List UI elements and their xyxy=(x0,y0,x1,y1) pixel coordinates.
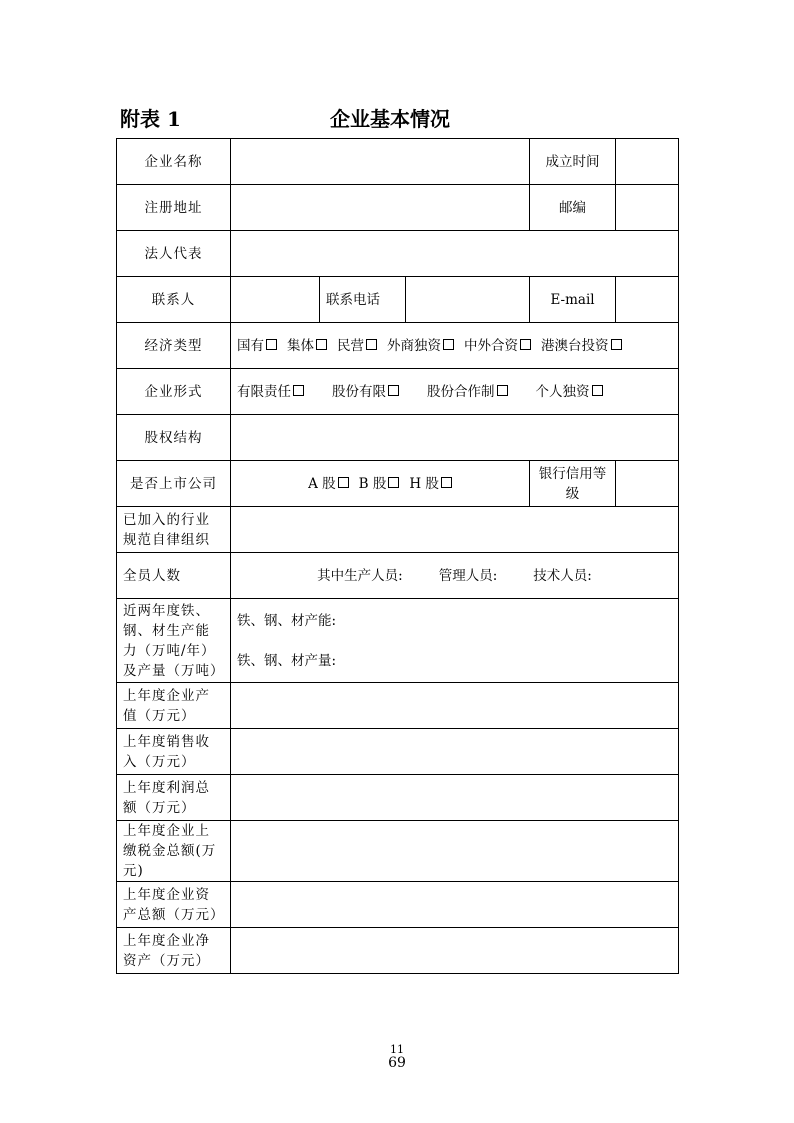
company-name-field[interactable] xyxy=(231,139,530,185)
sales-label: 上年度销售收入（万元） xyxy=(117,729,231,775)
table-row xyxy=(117,139,679,185)
econ-type-label: 经济类型 xyxy=(117,323,231,369)
founded-label: 成立时间 xyxy=(530,139,616,185)
credit-rating-label: 银行信用等级 xyxy=(530,461,616,507)
table-row xyxy=(117,185,679,231)
contact-field[interactable] xyxy=(231,277,320,323)
legal-rep-label: 法人代表 xyxy=(117,231,231,277)
staff-label: 全员人数 xyxy=(117,553,231,599)
assets-field[interactable] xyxy=(231,882,679,928)
listed-options xyxy=(231,461,530,507)
capacity-field[interactable] xyxy=(231,599,679,683)
table-row xyxy=(117,729,679,775)
table-row xyxy=(117,882,679,928)
staff-technical-label: 技术人员: xyxy=(533,567,592,584)
output-line: 铁、钢、材产量: xyxy=(237,652,337,669)
checkbox-icon[interactable] xyxy=(441,477,452,488)
checkbox-icon[interactable] xyxy=(266,339,277,350)
table-row xyxy=(117,599,679,683)
listed-label: 是否上市公司 xyxy=(117,461,231,507)
checkbox-icon[interactable] xyxy=(293,385,304,396)
table-row xyxy=(117,415,679,461)
checkbox-icon[interactable] xyxy=(443,339,454,350)
document-title: 企业基本情况 xyxy=(330,107,450,131)
table-row xyxy=(117,775,679,821)
table-row xyxy=(117,369,679,415)
legal-rep-field[interactable] xyxy=(231,231,679,277)
listed-option-b[interactable]: B 股 xyxy=(359,474,400,494)
phone-field[interactable] xyxy=(406,277,530,323)
document-header xyxy=(120,103,680,133)
form-option-limited[interactable]: 有限责任 xyxy=(237,382,304,402)
appendix-label: 附表 1 xyxy=(120,107,181,131)
checkbox-icon[interactable] xyxy=(316,339,327,350)
tax-label: 上年度企业上缴税金总额(万元) xyxy=(117,821,231,882)
founded-field[interactable] xyxy=(616,139,679,185)
table-row xyxy=(117,821,679,882)
table-row xyxy=(117,461,679,507)
email-field[interactable] xyxy=(616,277,679,323)
output-value-label: 上年度企业产值（万元） xyxy=(117,683,231,729)
checkbox-icon[interactable] xyxy=(338,477,349,488)
econ-option-state[interactable]: 国有 xyxy=(237,336,277,356)
industry-org-field[interactable] xyxy=(231,507,679,553)
enterprise-info-table xyxy=(116,138,679,974)
listed-option-a[interactable]: A 股 xyxy=(308,474,349,494)
econ-option-collective[interactable]: 集体 xyxy=(287,336,327,356)
email-label: E-mail xyxy=(530,277,616,323)
phone-label: 联系电话 xyxy=(320,277,406,323)
assets-label: 上年度企业资产总额（万元） xyxy=(117,882,231,928)
econ-option-foreign[interactable]: 外商独资 xyxy=(387,336,454,356)
econ-type-options xyxy=(231,323,679,369)
ent-form-label: 企业形式 xyxy=(117,369,231,415)
table-row xyxy=(117,323,679,369)
sales-field[interactable] xyxy=(231,729,679,775)
checkbox-icon[interactable] xyxy=(611,339,622,350)
address-field[interactable] xyxy=(231,185,530,231)
checkbox-icon[interactable] xyxy=(366,339,377,350)
checkbox-icon[interactable] xyxy=(388,385,399,396)
staff-management-label: 管理人员: xyxy=(438,567,498,584)
checkbox-icon[interactable] xyxy=(520,339,531,350)
table-row xyxy=(117,683,679,729)
credit-rating-field[interactable] xyxy=(616,461,679,507)
equity-label: 股权结构 xyxy=(117,415,231,461)
form-option-sole[interactable]: 个人独资 xyxy=(536,382,603,402)
net-assets-field[interactable] xyxy=(231,928,679,974)
listed-option-h[interactable]: H 股 xyxy=(409,474,452,494)
table-row xyxy=(117,231,679,277)
capacity-line: 铁、钢、材产能: xyxy=(237,612,337,629)
econ-option-hkmt[interactable]: 港澳台投资 xyxy=(541,336,622,356)
checkbox-icon[interactable] xyxy=(388,477,399,488)
equity-field[interactable] xyxy=(231,415,679,461)
checkbox-icon[interactable] xyxy=(497,385,508,396)
table-row xyxy=(117,507,679,553)
profit-field[interactable] xyxy=(231,775,679,821)
form-option-shares[interactable]: 股份有限 xyxy=(332,382,399,402)
postcode-label: 邮编 xyxy=(530,185,616,231)
postcode-field[interactable] xyxy=(616,185,679,231)
page-number: 69 xyxy=(388,1055,406,1071)
table-row xyxy=(117,928,679,974)
table-row xyxy=(117,277,679,323)
profit-label: 上年度利润总额（万元） xyxy=(117,775,231,821)
form-option-coop[interactable]: 股份合作制 xyxy=(427,382,508,402)
page-number-small: 11 xyxy=(390,1043,404,1056)
company-name-label: 企业名称 xyxy=(117,139,231,185)
staff-production-label: 其中生产人员: xyxy=(317,567,403,584)
capacity-label: 近两年度铁、钢、材生产能力（万吨/年）及产量（万吨） xyxy=(117,599,231,683)
table-row xyxy=(117,553,679,599)
tax-field[interactable] xyxy=(231,821,679,882)
ent-form-options xyxy=(231,369,679,415)
output-value-field[interactable] xyxy=(231,683,679,729)
address-label: 注册地址 xyxy=(117,185,231,231)
staff-breakdown xyxy=(231,553,679,599)
checkbox-icon[interactable] xyxy=(592,385,603,396)
econ-option-private[interactable]: 民营 xyxy=(337,336,377,356)
industry-org-label: 已加入的行业规范自律组织 xyxy=(117,507,231,553)
net-assets-label: 上年度企业净资产（万元） xyxy=(117,928,231,974)
econ-option-joint[interactable]: 中外合资 xyxy=(464,336,531,356)
contact-label: 联系人 xyxy=(117,277,231,323)
